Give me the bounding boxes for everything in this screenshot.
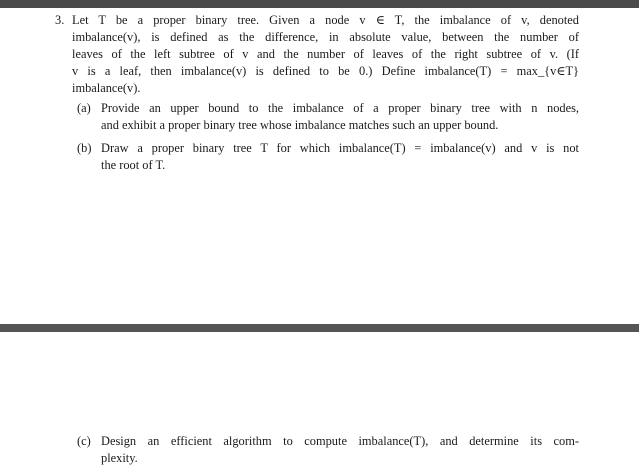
- part-label: (a): [77, 101, 91, 115]
- statement-line: leaves of the left subtree of v and the number of leaves of the right subtree of v. (If: [72, 47, 579, 61]
- problem-3: [55, 12, 579, 97]
- part-line: Provide an upper bound to the imbalance of a proper binary tree with n nodes,: [101, 101, 579, 115]
- problem-parts-continued: [77, 433, 579, 473]
- part-line: Design an efficient algorithm to compute imbalance(T), and determine its com-: [101, 434, 579, 448]
- statement-line: imbalance(v).: [72, 81, 141, 95]
- part-line: the root of T.: [101, 158, 166, 172]
- part-line: and exhibit a proper binary tree whose imbalance matches such an upper bound.: [101, 118, 499, 132]
- top-divider-bar: [0, 0, 639, 8]
- part-c: [77, 433, 579, 467]
- statement-line: Let T be a proper binary tree. Given a node v ∈ T, the imbalance of v, denoted: [72, 13, 579, 27]
- problem-number: 3.: [55, 13, 65, 27]
- problem-statement: [72, 12, 579, 97]
- problem-parts: [77, 100, 579, 180]
- page-break-bar: [0, 324, 639, 332]
- part-label: (b): [77, 141, 92, 155]
- part-text: [101, 100, 579, 134]
- part-text: [101, 433, 579, 467]
- part-label: (c): [77, 434, 91, 448]
- part-a: [77, 100, 579, 134]
- statement-line: v is a leaf, then imbalance(v) is defined to be 0.) Define imbalance(T) = max_{v∈T}: [72, 64, 579, 78]
- part-b: [77, 140, 579, 174]
- part-line: plexity.: [101, 451, 138, 465]
- statement-line: imbalance(v), is defined as the difference, in absolute value, between the number of: [72, 30, 579, 44]
- part-text: [101, 140, 579, 174]
- part-line: Draw a proper binary tree T for which imbalance(T) = imbalance(v) and v is not: [101, 141, 579, 155]
